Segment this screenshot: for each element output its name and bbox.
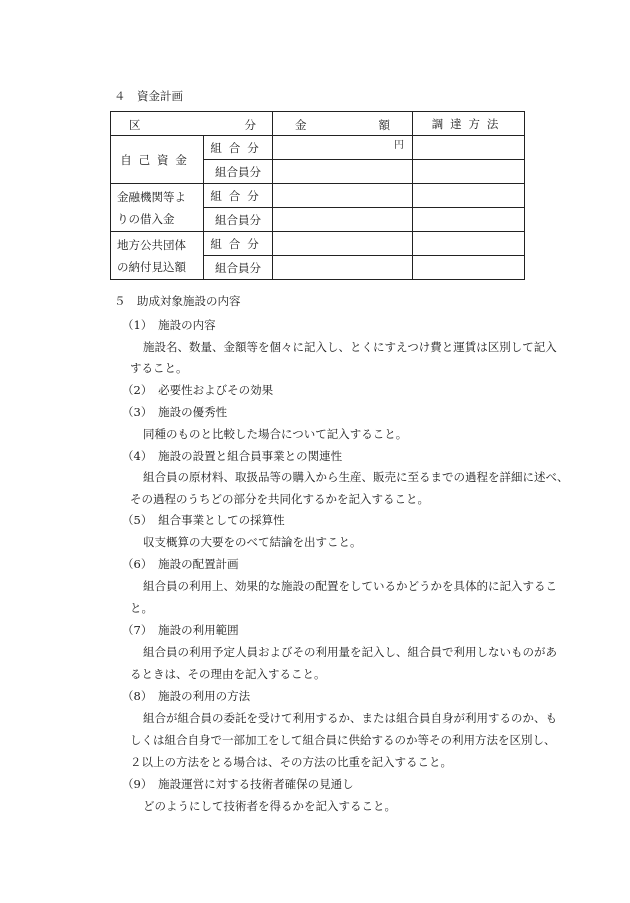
amount-cell[interactable] — [273, 256, 413, 280]
item-body-line: 同種のものと比較した場合について記入すること。 — [143, 427, 408, 441]
row-label: 組合分 — [204, 136, 273, 160]
row-label: 組合分 — [204, 184, 273, 208]
header-kubun: 区 分 — [111, 112, 273, 136]
header-method: 調達方法 — [413, 112, 525, 136]
amount-cell[interactable] — [273, 184, 413, 208]
table-row — [111, 232, 525, 256]
item-body-line: どのようにして技術者を得るかを記入すること。 — [143, 799, 396, 813]
amount-cell[interactable] — [273, 232, 413, 256]
table-header-row — [111, 112, 525, 136]
item-body-line: ２以上の方法をとる場合は、その方法の比重を記入すること。 — [130, 755, 452, 769]
item-body-line: るときは、その理由を記入すること。 — [130, 667, 326, 681]
header-kingaku: 金 額 — [273, 112, 413, 136]
item-title: （3） 施設の優秀性 — [122, 405, 228, 419]
item-title: （2） 必要性およびその効果 — [122, 383, 274, 397]
item-body-line: 組合が組合員の委託を受けて利用するか、または組合員自身が利用するのか、も — [143, 711, 557, 725]
table-row — [111, 136, 525, 160]
item-title: （1） 施設の内容 — [122, 318, 216, 332]
item-body-line: と。 — [130, 601, 153, 615]
item-title: （4） 施設の設置と組合員事業との関連性 — [122, 449, 343, 463]
item-title: （7） 施設の利用範囲 — [122, 623, 239, 637]
item-body-line: 組合員の利用予定人員およびその利用量を記入し、組合員で利用しないものがあ — [143, 645, 557, 659]
item-body-line: すること。 — [130, 361, 188, 375]
yen-unit: 円 — [394, 140, 404, 151]
method-cell[interactable] — [413, 184, 525, 208]
amount-cell[interactable] — [273, 208, 413, 232]
table-row — [111, 184, 525, 208]
item-title: （8） 施設の利用の方法 — [122, 689, 251, 703]
item-body-line: 組合員の原材料、取扱品等の購入から生産、販売に至るまでの過程を詳細に述べ、 — [143, 470, 569, 484]
category-own-funds: 自己資金 — [111, 136, 204, 184]
item-title: （6） 施設の配置計画 — [122, 557, 239, 571]
item-body-line: 施設名、数量、金額等を個々に記入し、とくにすえつけ費と運賃は区別して記入 — [143, 340, 557, 354]
method-cell[interactable] — [413, 256, 525, 280]
item-body-line: しくは組合自身で一部加工をして組合員に供給するのか等その利用方法を区別し、 — [130, 733, 556, 747]
item-body-line: 収支概算の大要をのべて結論を出すこと。 — [143, 535, 362, 549]
amount-cell[interactable] — [273, 136, 413, 160]
item-title: （5） 組合事業としての採算性 — [122, 513, 285, 527]
category-loans: 金融機関等よ りの借入金 — [111, 184, 204, 232]
method-cell[interactable] — [413, 208, 525, 232]
funding-plan-table — [110, 111, 525, 280]
section-5-heading: ５ 助成対象施設の内容 — [114, 294, 241, 308]
method-cell[interactable] — [413, 160, 525, 184]
row-label: 組合員分 — [204, 208, 273, 232]
item-body-line: その過程のうちどの部分を共同化するかを記入すること。 — [130, 492, 429, 506]
row-label: 組合員分 — [204, 256, 273, 280]
item-title: （9） 施設運営に対する技術者確保の見通し — [122, 777, 354, 791]
amount-cell[interactable] — [273, 160, 413, 184]
row-label: 組合分 — [204, 232, 273, 256]
method-cell[interactable] — [413, 232, 525, 256]
section-4-heading: ４ 資金計画 — [114, 89, 183, 103]
row-label: 組合員分 — [204, 160, 273, 184]
item-body-line: 組合員の利用上、効果的な施設の配置をしているかどうかを具体的に記入するこ — [143, 579, 557, 593]
method-cell[interactable] — [413, 136, 525, 160]
category-local-government: 地方公共団体 の納付見込額 — [111, 232, 204, 280]
